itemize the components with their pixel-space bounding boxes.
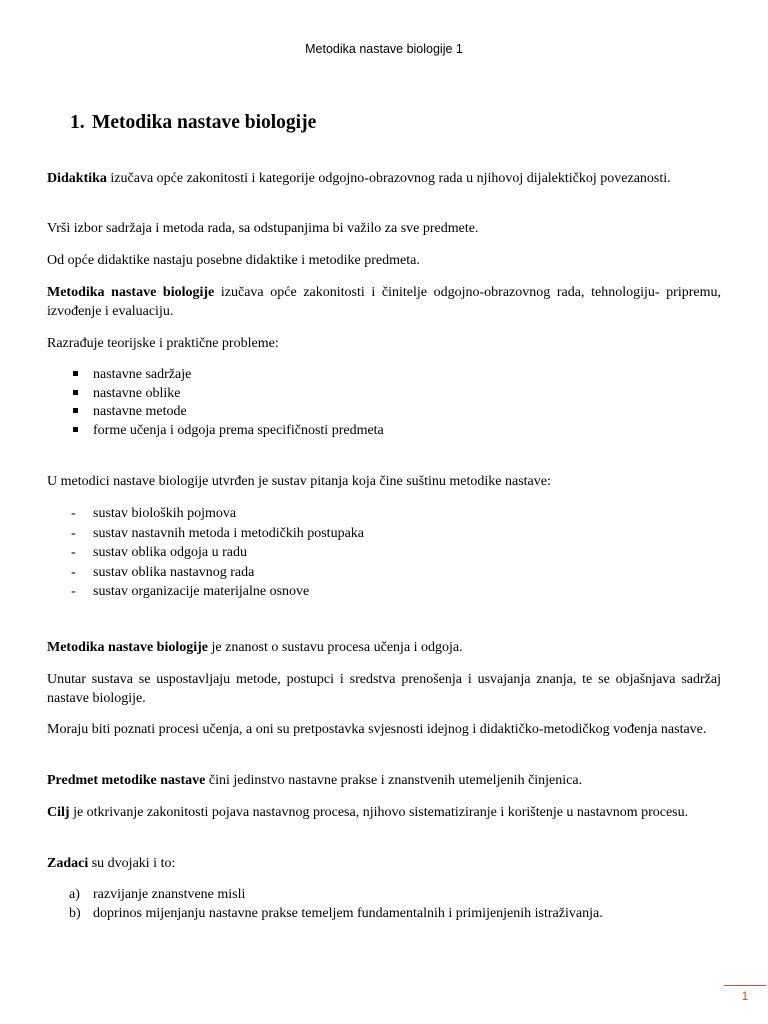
- paragraph-sustav-pitanja: [47, 472, 721, 491]
- dash-marker: -: [71, 564, 76, 580]
- chapter-title: Metodika nastave biologije: [92, 112, 317, 133]
- square-bullet-icon: [73, 427, 78, 432]
- term-zadaci: Zadaci: [47, 856, 89, 871]
- list-item: nastavne metode: [47, 402, 721, 421]
- square-bullet-icon: [73, 371, 78, 376]
- paragraph-izbor: [47, 219, 721, 238]
- paragraph-metodika-definition: [47, 283, 721, 321]
- term-cilj: Cilj: [47, 805, 70, 820]
- list-item: a) razvijanje znanstvene misli: [69, 887, 246, 902]
- square-bullet-icon: [73, 408, 78, 413]
- list-item: - sustav oblika odgoja u radu: [71, 545, 247, 560]
- paragraph-opce-didaktike: [47, 251, 721, 270]
- page-number: 1: [741, 989, 749, 1003]
- chapter-number: 1.: [70, 112, 85, 133]
- paragraph-text: Razrađuje teorijske i praktične probleme:: [47, 336, 279, 351]
- paragraph-text: je znanost o sustavu procesa učenja i odgoja.: [208, 640, 463, 655]
- paragraph-text: Moraju biti poznati procesi učenja, a oni su pretpostavka svjesnosti idejnog i didaktičko-metodičkog vođenja nastave.: [47, 722, 707, 737]
- list-item: nastavne oblike: [47, 384, 721, 403]
- paragraph-text: je otkrivanje zakonitosti pojava nastavnog procesa, njihovo sistematiziranje i korištenje u nastavnom procesu.: [69, 805, 689, 820]
- term-predmet: Predmet metodike nastave: [47, 773, 206, 788]
- paragraph-text: čini jedinstvo nastavne prakse i znanstvenih utemeljenih činjenica.: [205, 773, 583, 788]
- list-item: - sustav oblika nastavnog rada: [71, 564, 255, 580]
- list-item: nastavne sadržaje: [47, 365, 721, 384]
- paragraph-cilj: [47, 803, 721, 822]
- paragraph-procesi-ucenja: [47, 720, 721, 739]
- list-item: forme učenja i odgoja prema specifičnosti predmeta: [47, 421, 721, 440]
- paragraph-text: U metodici nastave biologije utvrđen je sustav pitanja koja čine suštinu metodike nastave:: [47, 474, 551, 489]
- paragraph-text: Vrši izbor sadržaja i metoda rada, sa odstupanjima bi važilo za sve predmete.: [47, 221, 479, 236]
- list-item: - sustav nastavnih metoda i metodičkih postupaka: [71, 525, 365, 541]
- dash-marker: -: [71, 545, 76, 560]
- paragraph-razraduje: [47, 334, 721, 353]
- paragraph-text: su dvojaki i to:: [88, 856, 176, 871]
- dash-marker: -: [71, 506, 76, 521]
- paragraph-znanost: [47, 638, 721, 657]
- list-marker: a): [69, 887, 80, 902]
- paragraph-unutar-sustava: [47, 670, 721, 708]
- paragraph-text: Od opće didaktike nastaju posebne didaktike i metodike predmeta.: [47, 253, 420, 268]
- dash-list: [47, 504, 721, 602]
- list-item: - sustav organizacije materijalne osnove: [71, 584, 310, 599]
- paragraph-zadaci: [47, 854, 721, 873]
- paragraph-didaktika: [47, 169, 721, 188]
- alpha-list: [47, 885, 721, 922]
- list-item: b) doprinos mijenjanju nastavne prakse temeljem fundamentalnih i primijenjenih istraživanja.: [69, 905, 603, 921]
- square-bullet-icon: [73, 390, 78, 395]
- footer-rule: [724, 985, 766, 986]
- term-metodika: Metodika nastave biologije: [47, 640, 208, 655]
- list-item: - sustav bioloških pojmova: [71, 506, 237, 521]
- term-didaktika: Didaktika: [47, 171, 107, 186]
- dash-marker: -: [71, 584, 76, 599]
- list-marker: b): [69, 905, 81, 921]
- paragraph-text: izučava opće zakonitosti i činitelje odgojno-obrazovnog rada, tehnologiju- pripremu, izvođenje i evaluaciju.: [47, 285, 721, 319]
- running-header: Metodika nastave biologije 1: [305, 42, 463, 56]
- paragraph-text: Unutar sustava se uspostavljaju metode, postupci i sredstva prenošenja i usvajanja znanja, te se objašnjava sadržaj nastave biologije.: [47, 672, 721, 706]
- paragraph-predmet: [47, 771, 721, 790]
- chapter-heading: [70, 112, 316, 134]
- dash-marker: -: [71, 525, 76, 541]
- paragraph-text: izučava opće zakonitosti i kategorije odgojno-obrazovnog rada u njihovoj dijalektičkoj povezanosti.: [106, 171, 671, 186]
- term-metodika: Metodika nastave biologije: [47, 285, 215, 300]
- square-bullet-list: [47, 365, 721, 439]
